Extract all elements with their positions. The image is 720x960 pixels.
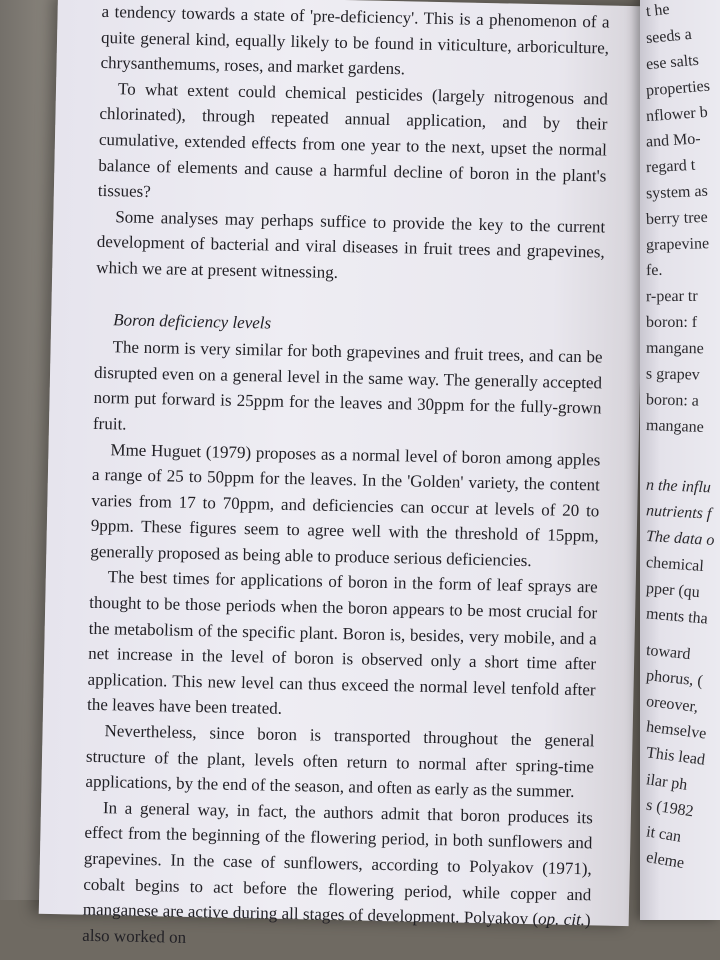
adjacent-page-fragment: oreover,: [645, 693, 700, 716]
adjacent-page-fragment: s grapev: [645, 365, 700, 384]
paragraph-4: The norm is very similar for both grapevines and fruit trees, and can be disrupted even on a general level in the same way. The generally accepted norm put forward is 25ppm for the leaves and 30ppm for the fully-grown fruit.: [92, 337, 603, 434]
adjacent-page-fragment: toward: [645, 641, 692, 664]
paragraph-1: a tendency towards a state of 'pre-deficiency'. This is a phenomenon of a quite general kind, equally likely to be found in viticulture, arboriculture, chrysanthemums, roses, and market gardens.: [100, 1, 610, 79]
adjacent-page-fragment: phorus, (: [645, 667, 704, 690]
adjacent-page-fragment: chemical: [645, 554, 705, 575]
adjacent-page-edge: [640, 0, 720, 920]
adjacent-page-fragment: n the influ: [645, 476, 712, 497]
adjacent-page-fragment: This lead: [645, 744, 707, 769]
adjacent-page-fragment: The data o: [645, 527, 715, 550]
paragraph-8: [82, 795, 593, 959]
paragraph-3: Some analyses may perhaps suffice to provide the key to the current development of bacterial and viral diseases in fruit trees and grapevines, which we are at present witnessing.: [96, 207, 606, 282]
adjacent-page-fragment: s (1982: [645, 796, 695, 821]
adjacent-page-fragment: ments tha: [645, 605, 709, 628]
citation-italic: op. cit.: [537, 909, 586, 930]
adjacent-page-fragment: eleme: [644, 848, 686, 873]
book-page: [39, 0, 648, 947]
adjacent-page-fragment: grapevine: [645, 235, 710, 254]
adjacent-page-fragment: t he: [645, 0, 671, 21]
adjacent-page-fragment: nutrients f: [645, 502, 712, 523]
page-text: [82, 0, 610, 959]
adjacent-page-fragment: fe.: [645, 261, 663, 280]
adjacent-page-fragment: mangane: [645, 416, 705, 437]
adjacent-page-fragment: it can: [644, 823, 683, 846]
adjacent-page-fragment: seeds a: [645, 25, 693, 48]
adjacent-page-fragment: nflower b: [645, 103, 709, 126]
paragraph-2: To what extent could chemical pesticides (largely nitrogenous and chlorinated), through repeated annual application, and by their cumulative, extended effects from one year to the next, upset the normal balance of elements and cause a harmful decline of boron in the plant's tissues?: [97, 79, 609, 202]
paragraph-7: Nevertheless, since boron is transported throughout the general structure of the plant, levels often return to normal after spring-time applications, by the end of the season, and often as early as the summer.: [85, 721, 595, 802]
adjacent-page-fragment: mangane: [645, 339, 704, 358]
adjacent-page-fragment: boron: f: [646, 314, 698, 331]
adjacent-page-fragment: properties: [645, 77, 711, 100]
adjacent-page-fragment: hemselve: [645, 718, 708, 743]
adjacent-page-fragment: pper (qu: [645, 579, 701, 602]
adjacent-page-fragment: ilar ph: [645, 771, 689, 794]
paragraph-8-start: In a general way, in fact, the authors admit that boron produces its effect from the beginning of the flowering period, in both sunflowers and grapevines. In the case of sunflowers, according to Polyakov (1971), cobalt begins to act before the flowering period, while copper and manganese are active during all stages of development. Polyakov (: [82, 797, 594, 929]
adjacent-page-fragment: system as: [645, 182, 709, 203]
adjacent-page-fragment: boron: a: [645, 391, 700, 410]
paragraph-5: Mme Huguet (1979) proposes as a normal level of boron among apples a range of 25 to 50ppm for the leaves. In the 'Golden' variety, the content varies from 17 to 70ppm, and deficiencies can occur at levels of 20 to 9ppm. These figures seem to agree well with the threshold of 15ppm, generally proposed as being able to produce serious deficiencies.: [90, 439, 601, 570]
paragraph-8-end: ) also worked on: [82, 910, 591, 947]
adjacent-page-fragment: berry tree: [645, 208, 708, 229]
paragraph-6: The best times for applications of boron in the form of leaf sprays are thought to be those periods when the boron appears to be most crucial for the metabolism of the specific plant. Boron is, besides, very mobile, and a net increase in the level of boron is observed only a short time after application. This new level can thus exceed the normal level tenfold after the leaves have been treated.: [86, 567, 598, 719]
adjacent-page-fragment: r-pear tr: [645, 287, 698, 306]
adjacent-page-fragment: ese salts: [645, 51, 700, 74]
section-heading: Boron deficiency levels: [113, 309, 272, 333]
adjacent-page-fragment: regard t: [645, 156, 696, 177]
adjacent-page-fragment: and Mo-: [645, 130, 702, 151]
